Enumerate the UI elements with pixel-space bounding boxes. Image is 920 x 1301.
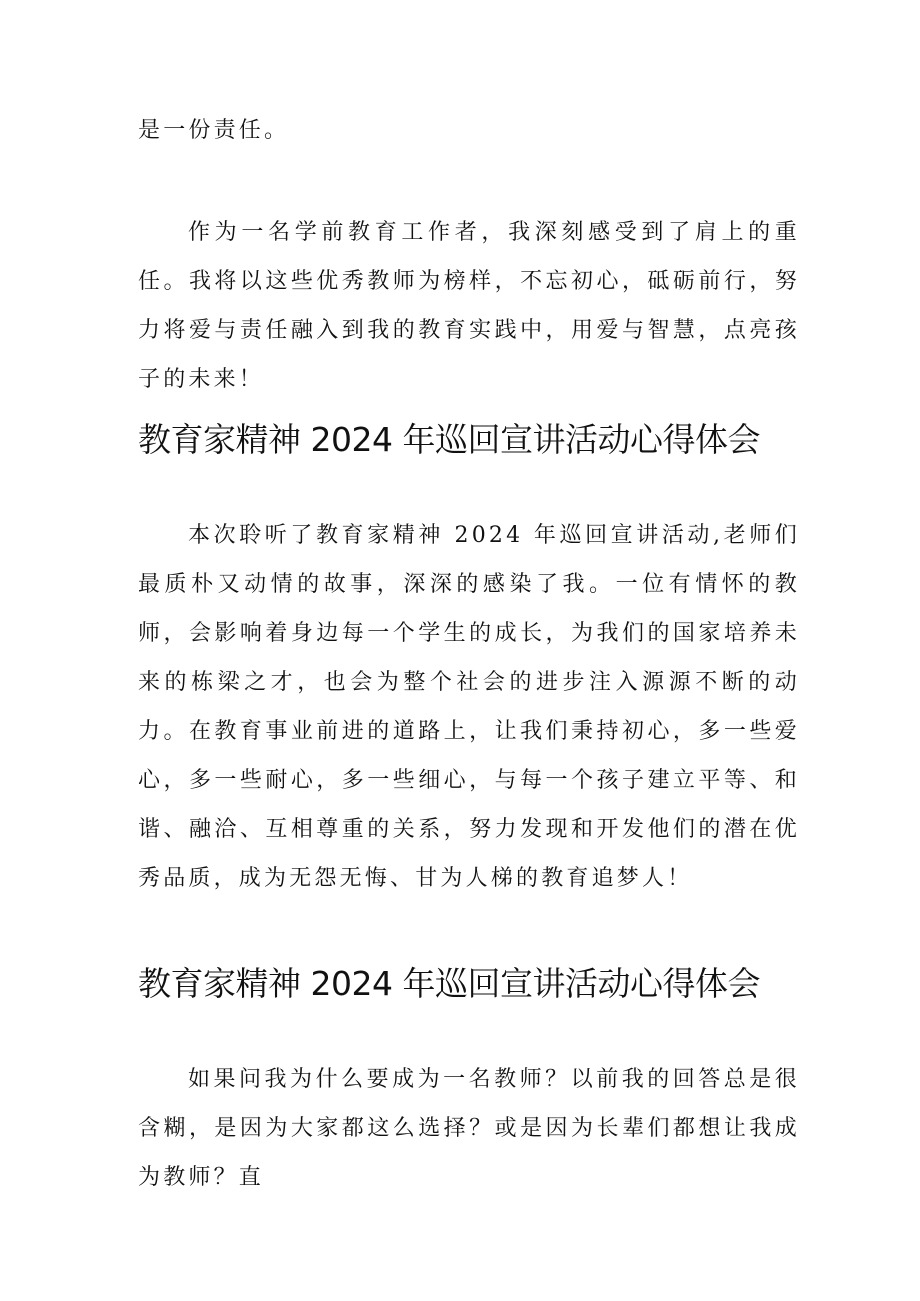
paragraph-lecture-reflection: 本次聆听了教育家精神 2024 年巡回宣讲活动,老师们最质朴又动情的故事，深深的感染了我。一位有情怀的教师，会影响着身边每一个学生的成长，为我们的国家培养未来的栋梁之才，也会为整个社会的进步注入源源不断的动力。在教育事业前进的道路上，让我们秉持初心，多一些爱心，多一些耐心，多一些细心，与每一个孩子建立平等、和谐、融洽、互相尊重的关系，努力发现和开发他们的潜在优秀品质，成为无怨无悔、甘为人梯的教育追梦人！ <box>138 523 800 891</box>
paragraph-why-teacher: 如果问我为什么要成为一名教师？以前我的回答总是很含糊，是因为大家都这么选择？或是因为长辈们都想让我成为教师？直 <box>138 1067 800 1190</box>
continued-paragraph-fragment: 是一份责任。 <box>138 118 290 143</box>
paragraph-teacher-responsibility: 作为一名学前教育工作者，我深刻感受到了肩上的重任。我将以这些优秀教师为榜样，不忘初心，砥砺前行，努力将爱与责任融入到我的教育实践中，用爱与智慧，点亮孩子的未来！ <box>138 220 800 392</box>
section-heading-2: 教育家精神 2024 年巡回宣讲活动心得体会 <box>138 964 760 1003</box>
section-heading-1: 教育家精神 2024 年巡回宣讲活动心得体会 <box>138 420 760 459</box>
